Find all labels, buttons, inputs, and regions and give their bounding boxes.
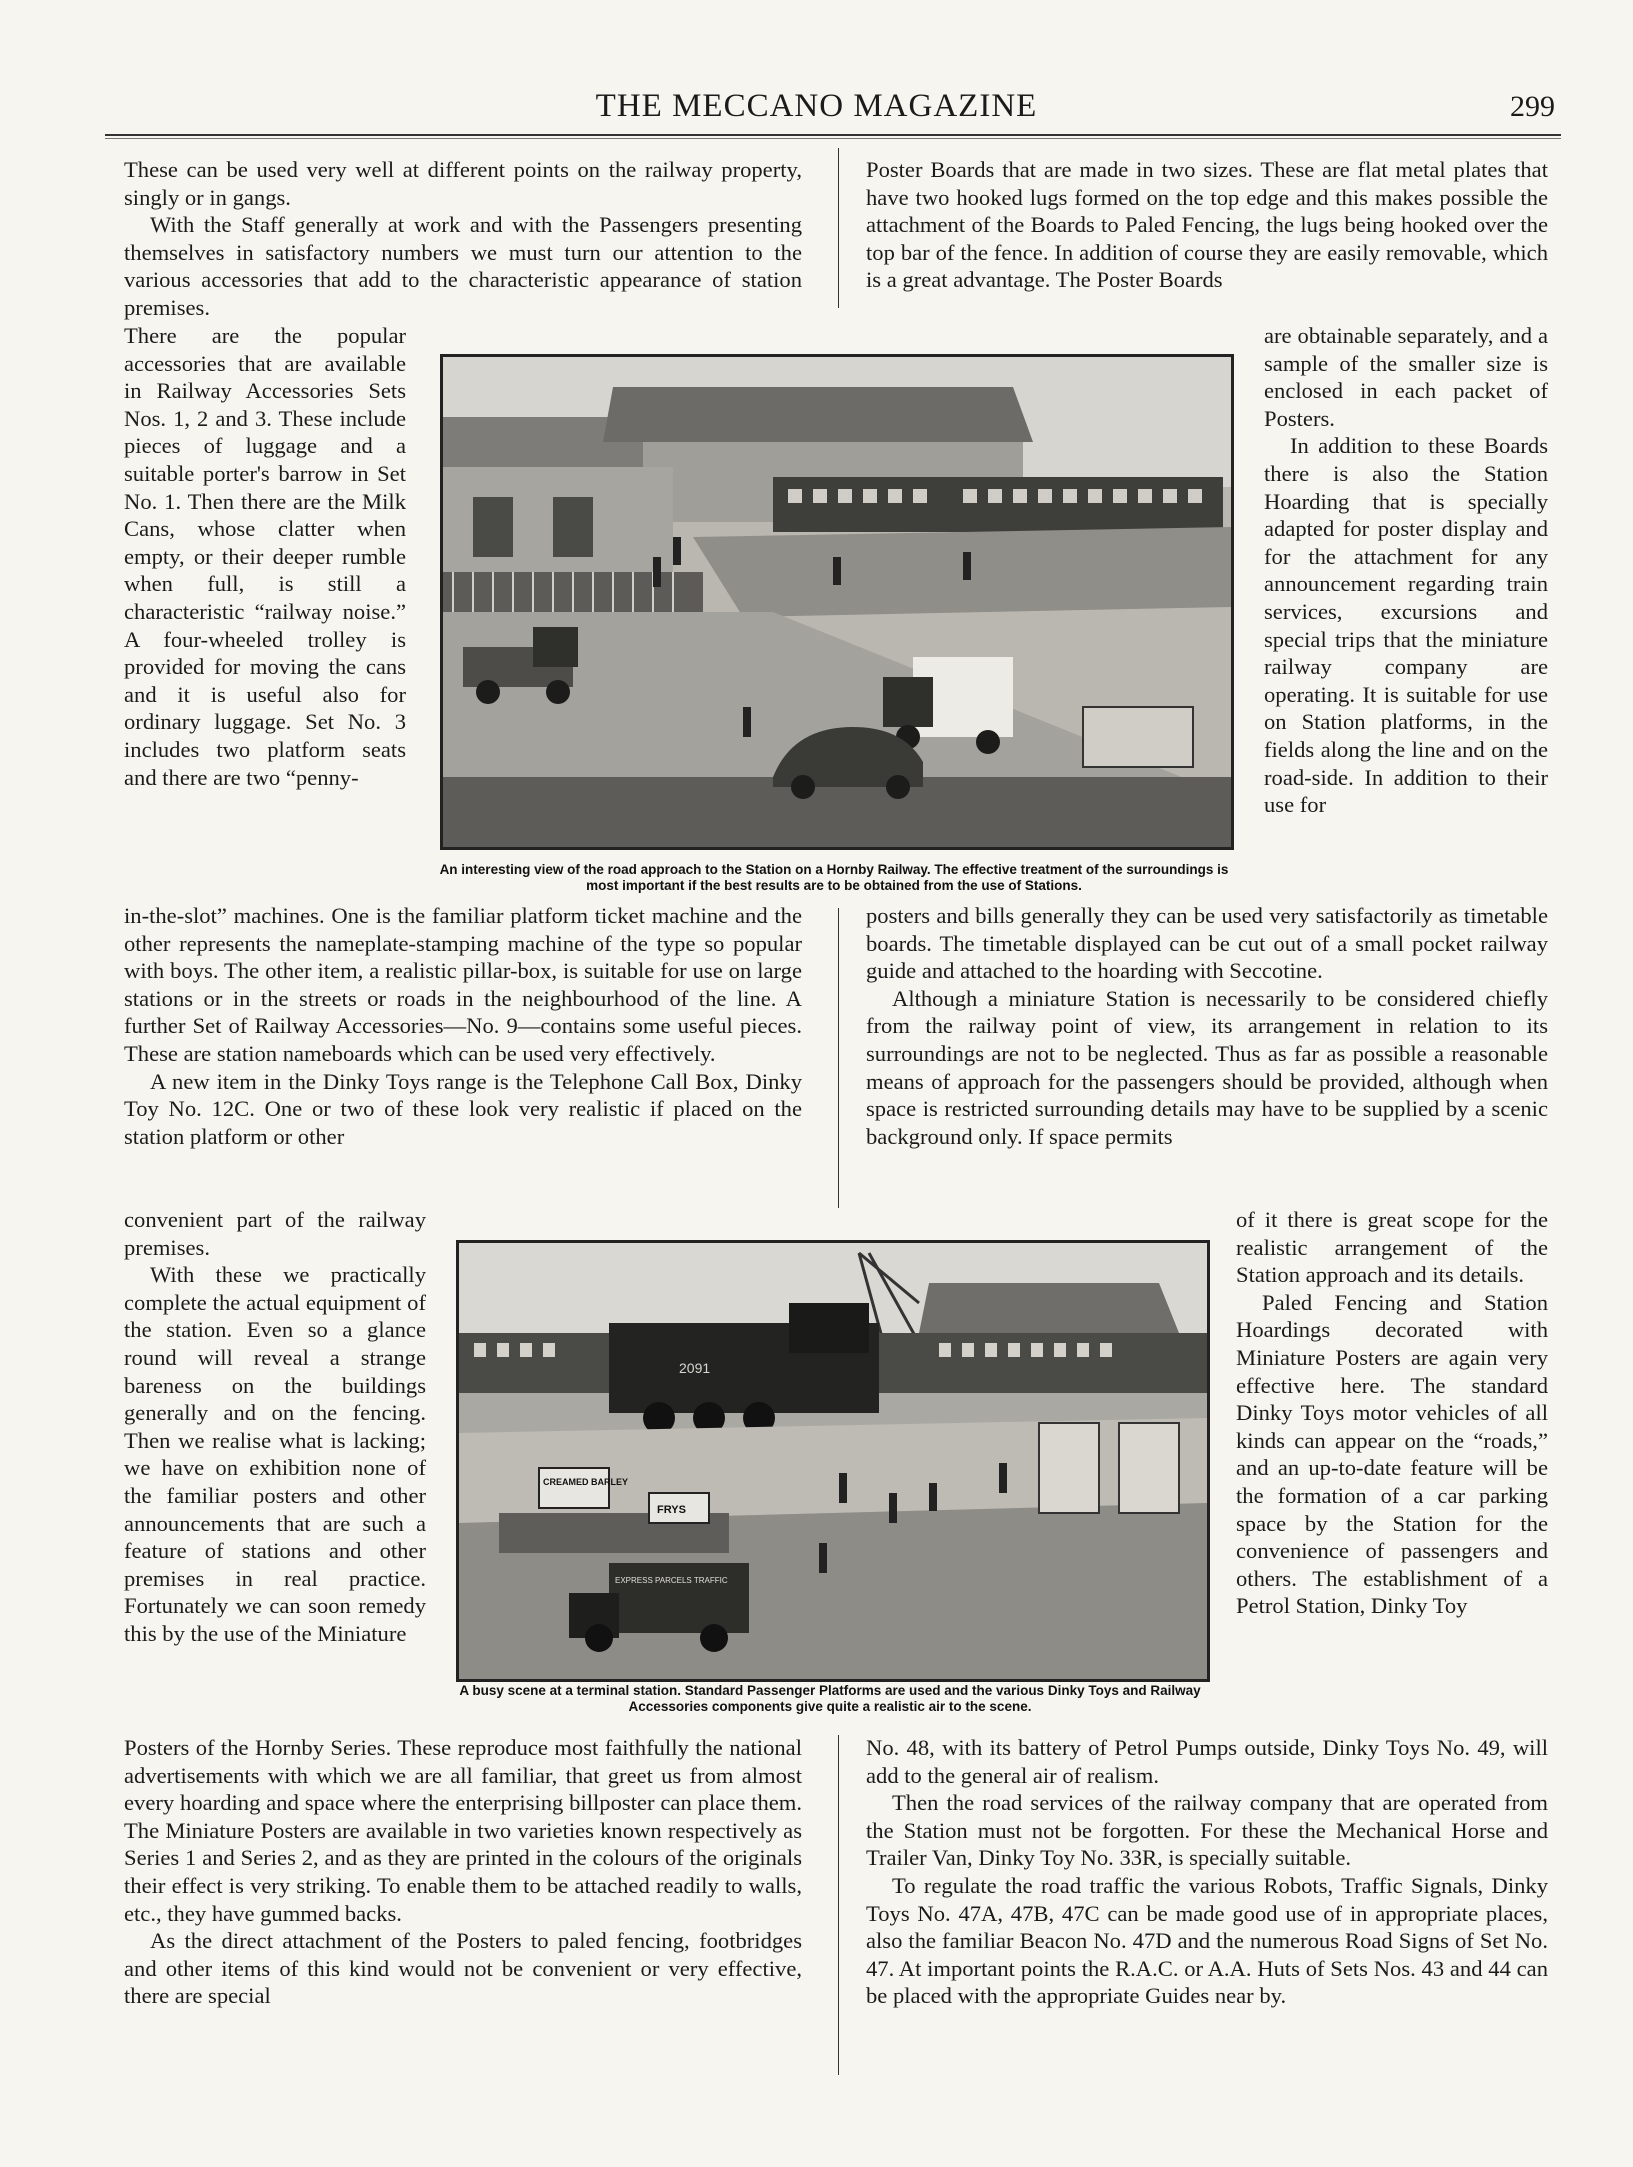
paragraph: Then the road services of the railway company that are operated from the Station must not be forgotten. For these the Mechanical Horse and Trailer Van, Dinky Toy No. 33R, is specially suitable. bbox=[866, 1790, 1548, 1871]
paragraph: Poster Boards that are made in two sizes. These are flat metal plates that have two hooked lugs formed on the top edge and this makes possible the attachment of the Boards to Paled Fencing, the lugs being hooked over the top bar of the fence. In addition of course they are easily removable, which is a great advantage. The Poster Boards bbox=[866, 157, 1548, 293]
road-approach-illustration bbox=[443, 357, 1231, 847]
paragraph: In addition to these Boards there is also the Station Hoarding that is specially adapted for poster display and for the attachment for any announcement regarding train services, excursions and special trips that the miniature railway company are operating. It is suitable for use on Station platforms, in the fields along the line and on the road-side. In addition to their use for bbox=[1264, 433, 1548, 818]
page-header bbox=[0, 88, 1633, 128]
figure-road-approach-photo bbox=[440, 354, 1234, 850]
left-column-wide-1 bbox=[124, 902, 802, 1150]
right-column-narrow-2 bbox=[1236, 1206, 1548, 1620]
right-column-top bbox=[866, 156, 1548, 294]
column-divider-bottom bbox=[838, 1735, 839, 2075]
figure-terminal-station-photo bbox=[456, 1240, 1210, 1682]
figure-2-caption: A busy scene at a terminal station. Standard Passenger Platforms are used and the various Dinky Toys and Railway Accessories components give quite a realistic air to the scene. bbox=[459, 1683, 1201, 1714]
paragraph: Although a miniature Station is necessarily to be considered chiefly from the railway point of view, its arrangement in relation to its surroundings are not to be neglected. Thus as far as possible a reasonable means of approach for the passengers should be provided, although when space is restricted surrounding details may have to be supplied by a scenic background only. If space permits bbox=[866, 985, 1548, 1149]
left-column-top bbox=[124, 156, 802, 322]
paragraph: There are the popular accessories that are available in Railway Accessories Sets Nos. 1, 2 and 3. These include pieces of luggage and a suitable porter's barrow in Set No. 1. Then there are the Milk Cans, whose clatter when empty, or their deeper rumble when full, is still a characteristic “railway noise.” A four-wheeled trolley is provided for moving the cans and it is useful also for ordinary luggage. Set No. 3 includes two platform seats and there are two “penny- bbox=[124, 323, 406, 790]
paragraph: A new item in the Dinky Toys range is the Telephone Call Box, Dinky Toy No. 12C. One or two of these look very realistic if placed on the station platform or other bbox=[124, 1068, 802, 1149]
sign-frys: FRYS bbox=[657, 1504, 686, 1516]
figure-1-caption: An interesting view of the road approach to the Station on a Hornby Railway. The effective treatment of the surroundings is most important if the best results are to be obtained from the use of Stations. bbox=[439, 862, 1229, 893]
right-column-wide-2 bbox=[866, 1734, 1548, 2010]
left-column-narrow-2 bbox=[124, 1206, 426, 1648]
paragraph: convenient part of the railway premises. bbox=[124, 1207, 426, 1260]
column-divider-top bbox=[838, 148, 839, 308]
paragraph: Posters of the Hornby Series. These reproduce most faithfully the national advertisements with which we are all familiar, that greet us from almost every hoarding and space where the enterprising billposter can place them. The Miniature Posters are available in two varieties known respectively as Series 1 and Series 2, and as they are printed in the colours of the originals their effect is very striking. To enable them to be attached readily to walls, etc., they have gummed backs. bbox=[124, 1735, 802, 1926]
paragraph: No. 48, with its battery of Petrol Pumps outside, Dinky Toys No. 49, will add to the general air of realism. bbox=[866, 1735, 1548, 1788]
sign-express-parcels: EXPRESS PARCELS TRAFFIC bbox=[615, 1576, 728, 1585]
sign-creamed-barley: CREAMED BARLEY bbox=[543, 1477, 629, 1487]
page-number: 299 bbox=[1510, 90, 1555, 123]
magazine-title: THE MECCANO MAGAZINE bbox=[595, 88, 1038, 124]
left-column-wide-2 bbox=[124, 1734, 802, 2010]
paragraph: in-the-slot” machines. One is the familiar platform ticket machine and the other represents the nameplate-stamping machine of the type so popular with boys. The other item, a realistic pillar-box, is suitable for use on large stations or in the streets or roads in the neighbourhood of the line. A further Set of Railway Accessories—No. 9—contains some useful pieces. These are station nameboards which can be used very effectively. bbox=[124, 903, 802, 1066]
right-column-narrow-1 bbox=[1264, 322, 1548, 819]
right-column-wide-1 bbox=[866, 902, 1548, 1150]
paragraph: These can be used very well at different points on the railway property, singly or in gangs. bbox=[124, 157, 802, 210]
loco-number: 2091 bbox=[679, 1360, 711, 1376]
paragraph: As the direct attachment of the Posters to paled fencing, footbridges and other items of this kind would not be convenient or very effective, there are special bbox=[124, 1928, 802, 2009]
left-column-narrow-1 bbox=[124, 322, 406, 791]
paragraph: are obtainable separately, and a sample of the smaller size is enclosed in each packet of Posters. bbox=[1264, 323, 1548, 431]
paragraph: With these we practically complete the actual equipment of the station. Even so a glance round will reveal a strange bareness on the buildings generally and on the fencing. Then we realise what is lacking; we have on exhibition none of the familiar posters and other announcements that are such a feature of stations and other premises in real practice. Fortunately we can soon remedy this by the use of the Miniature bbox=[124, 1262, 426, 1646]
paragraph: of it there is great scope for the realistic arrangement of the Station approach and its details. bbox=[1236, 1207, 1548, 1288]
paragraph: With the Staff generally at work and with the Passengers presenting themselves in satisfactory numbers we must turn our attention to the various accessories that add to the characteristic appearance of station premises. bbox=[124, 212, 802, 320]
header-rule bbox=[105, 134, 1561, 139]
terminal-station-illustration bbox=[459, 1243, 1207, 1679]
paragraph: To regulate the road traffic the various Robots, Traffic Signals, Dinky Toys No. 47A, 47B, 47C can be made good use of in appropriate places, also the familiar Beacon No. 47D and the numerous Road Signs of Set No. 47. At important points the R.A.C. or A.A. Huts of Sets Nos. 43 and 44 can be placed with the appropriate Guides near by. bbox=[866, 1872, 1548, 2009]
paragraph: posters and bills generally they can be used very satisfactorily as timetable boards. The timetable displayed can be cut out of a small pocket railway guide and attached to the hoarding with Seccotine. bbox=[866, 903, 1548, 984]
column-divider-middle bbox=[838, 908, 839, 1208]
paragraph: Paled Fencing and Station Hoardings decorated with Miniature Posters are again very effective here. The standard Dinky Toys motor vehicles of all kinds can appear on the “roads,” and an up-to-date feature will be the formation of a car parking space by the Station for the convenience of passengers and others. The establishment of a Petrol Station, Dinky Toy bbox=[1236, 1289, 1548, 1619]
